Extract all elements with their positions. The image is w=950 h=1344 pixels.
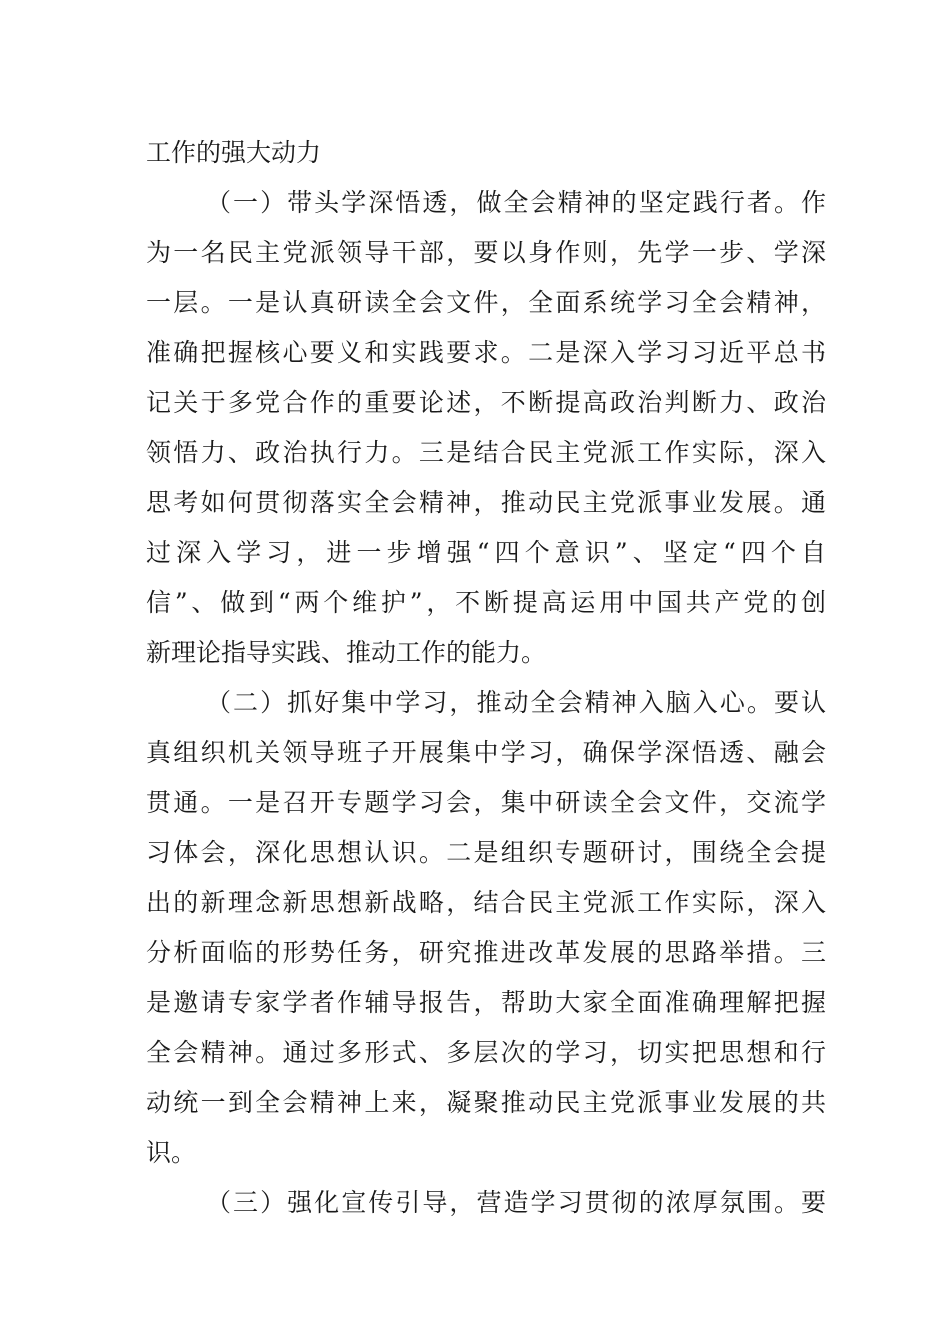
text-line: 习体会，深化思想认识。二是组织专题研讨，围绕全会提	[146, 838, 826, 867]
section-heading-line: （一）带头学深悟透，做全会精神的坚定践行者。作	[206, 188, 826, 217]
text-line: 真组织机关领导班子开展集中学习，确保学深悟透、融会	[146, 738, 826, 767]
text-line: 全会精神。通过多形式、多层次的学习，切实把思想和行	[146, 1038, 826, 1067]
text-line: 领悟力、政治执行力。三是结合民主党派工作实际，深入	[146, 438, 826, 467]
text-line: 一层。一是认真研读全会文件，全面系统学习全会精神，	[146, 288, 826, 317]
text-line: 是邀请专家学者作辅导报告，帮助大家全面准确理解把握	[146, 988, 826, 1017]
text-line: 识。	[146, 1138, 197, 1167]
text-line: 出的新理念新思想新战略，结合民主党派工作实际，深入	[146, 888, 826, 917]
text-line: 信”、做到“两个维护”，不断提高运用中国共产党的创	[146, 588, 826, 617]
text-line: 贯通。一是召开专题学习会，集中研读全会文件，交流学	[146, 788, 826, 817]
text-line: 动统一到全会精神上来，凝聚推动民主党派事业发展的共	[146, 1088, 826, 1117]
text-line: 新理论指导实践、推动工作的能力。	[146, 638, 547, 667]
section-heading-line: （二）抓好集中学习，推动全会精神入脑入心。要认	[206, 688, 826, 717]
text-line: 过深入学习，进一步增强“四个意识”、坚定“四个自	[146, 538, 826, 567]
section-heading-line: （三）强化宣传引导，营造学习贯彻的浓厚氛围。要	[206, 1188, 826, 1217]
text-line: 记关于多党合作的重要论述，不断提高政治判断力、政治	[146, 388, 826, 417]
text-line: 为一名民主党派领导干部，要以身作则，先学一步、学深	[146, 238, 826, 267]
text-line: 准确把握核心要义和实践要求。二是深入学习习近平总书	[146, 338, 826, 367]
text-line: 思考如何贯彻落实全会精神，推动民主党派事业发展。通	[146, 488, 826, 517]
text-line: 分析面临的形势任务，研究推进改革发展的思路举措。三	[146, 938, 826, 967]
text-line: 工作的强大动力	[146, 138, 322, 167]
